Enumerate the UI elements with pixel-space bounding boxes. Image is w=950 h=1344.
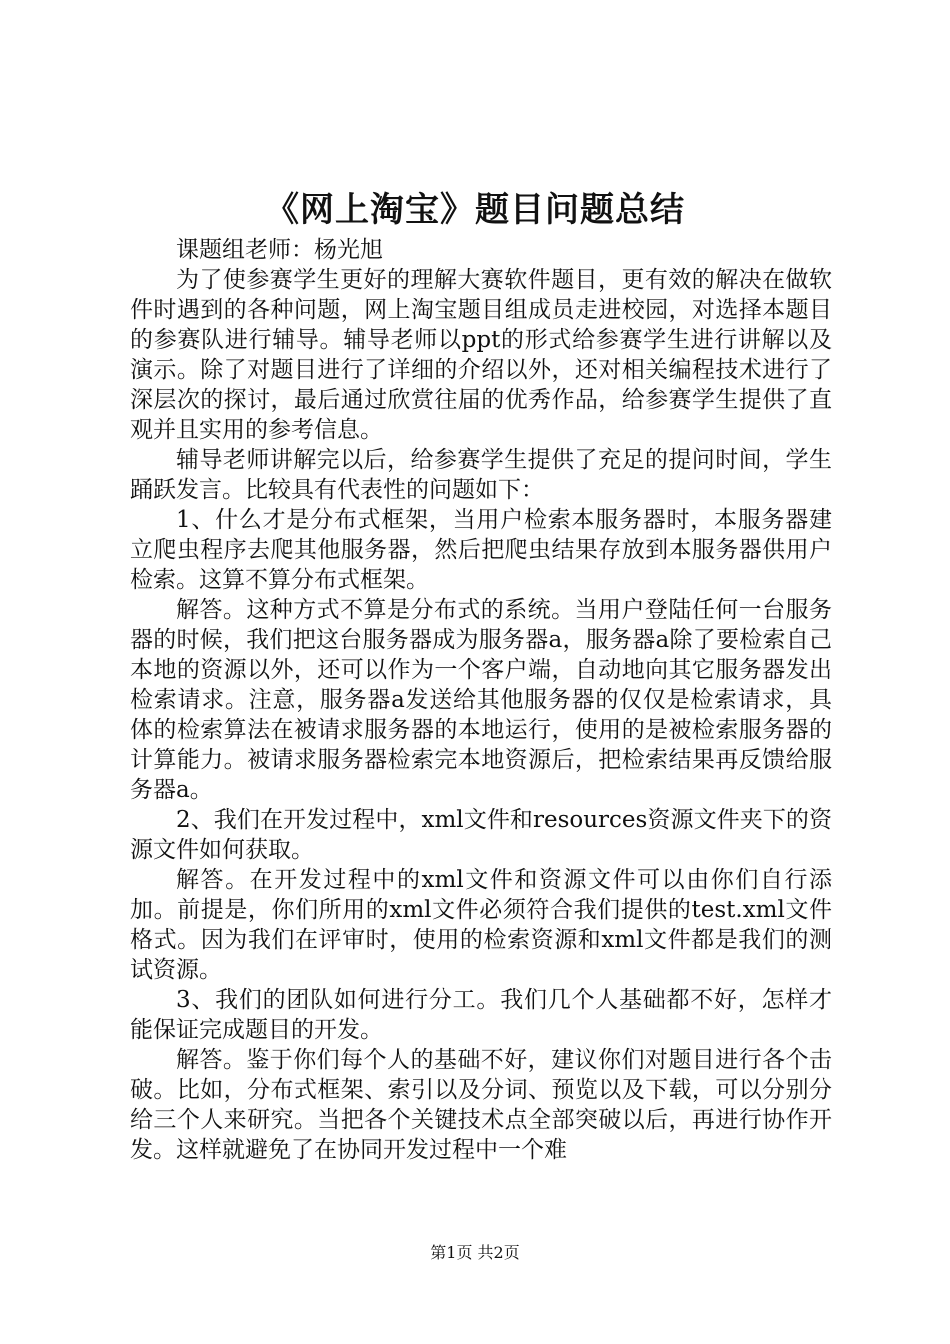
- question-3: 3、我们的团队如何进行分工。我们几个人基础都不好，怎样才能保证完成题目的开发。: [130, 987, 832, 1043]
- questions-intro-paragraph: 辅导老师讲解完以后，给参赛学生提供了充足的提问时间，学生踊跃发言。比较具有代表性的问题如下：: [130, 447, 832, 503]
- document-title: 《网上淘宝》题目问题总结: [265, 190, 685, 230]
- answer-3: 解答。鉴于你们每个人的基础不好，建议你们对题目进行各个击破。比如，分布式框架、索引以及分词、预览以及下载，可以分别分给三个人来研究。当把各个关键技术点全部突破以后，再进行协作开发。这样就避免了在协同开发过程中一个难: [130, 1047, 832, 1163]
- intro-paragraph: 为了使参赛学生更好的理解大赛软件题目，更有效的解决在做软件时遇到的各种问题，网上淘宝题目组成员走进校园，对选择本题目的参赛队进行辅导。辅导老师以ppt的形式给参赛学生进行讲解以及演示。除了对题目进行了详细的介绍以外，还对相关编程技术进行了深层次的探讨，最后通过欣赏往届的优秀作品，给参赛学生提供了直观并且实用的参考信息。: [130, 267, 832, 443]
- document-body: [130, 235, 832, 1165]
- page-footer: 第1页 共2页: [430, 1243, 520, 1262]
- answer-1: 解答。这种方式不算是分布式的系统。当用户登陆任何一台服务器的时候，我们把这台服务器成为服务器a，服务器a除了要检索自己本地的资源以外，还可以作为一个客户端，自动地向其它服务器发出检索请求。注意，服务器a发送给其他服务器的仅仅是检索请求，具体的检索算法在被请求服务器的本地运行，使用的是被检索服务器的计算能力。被请求服务器检索完本地资源后，把检索结果再反馈给服务器a。: [130, 597, 832, 803]
- question-2: 2、我们在开发过程中，xml文件和resources资源文件夹下的资源文件如何获取。: [130, 807, 832, 863]
- answer-2: 解答。在开发过程中的xml文件和资源文件可以由你们自行添加。前提是，你们所用的xml文件必须符合我们提供的test.xml文件格式。因为我们在评审时，使用的检索资源和xml文件都是我们的测试资源。: [130, 867, 832, 983]
- teacher-line: 课题组老师：杨光旭: [176, 237, 383, 263]
- question-1: 1、什么才是分布式框架，当用户检索本服务器时，本服务器建立爬虫程序去爬其他服务器，然后把爬虫结果存放到本服务器供用户检索。这算不算分布式框架。: [130, 507, 832, 593]
